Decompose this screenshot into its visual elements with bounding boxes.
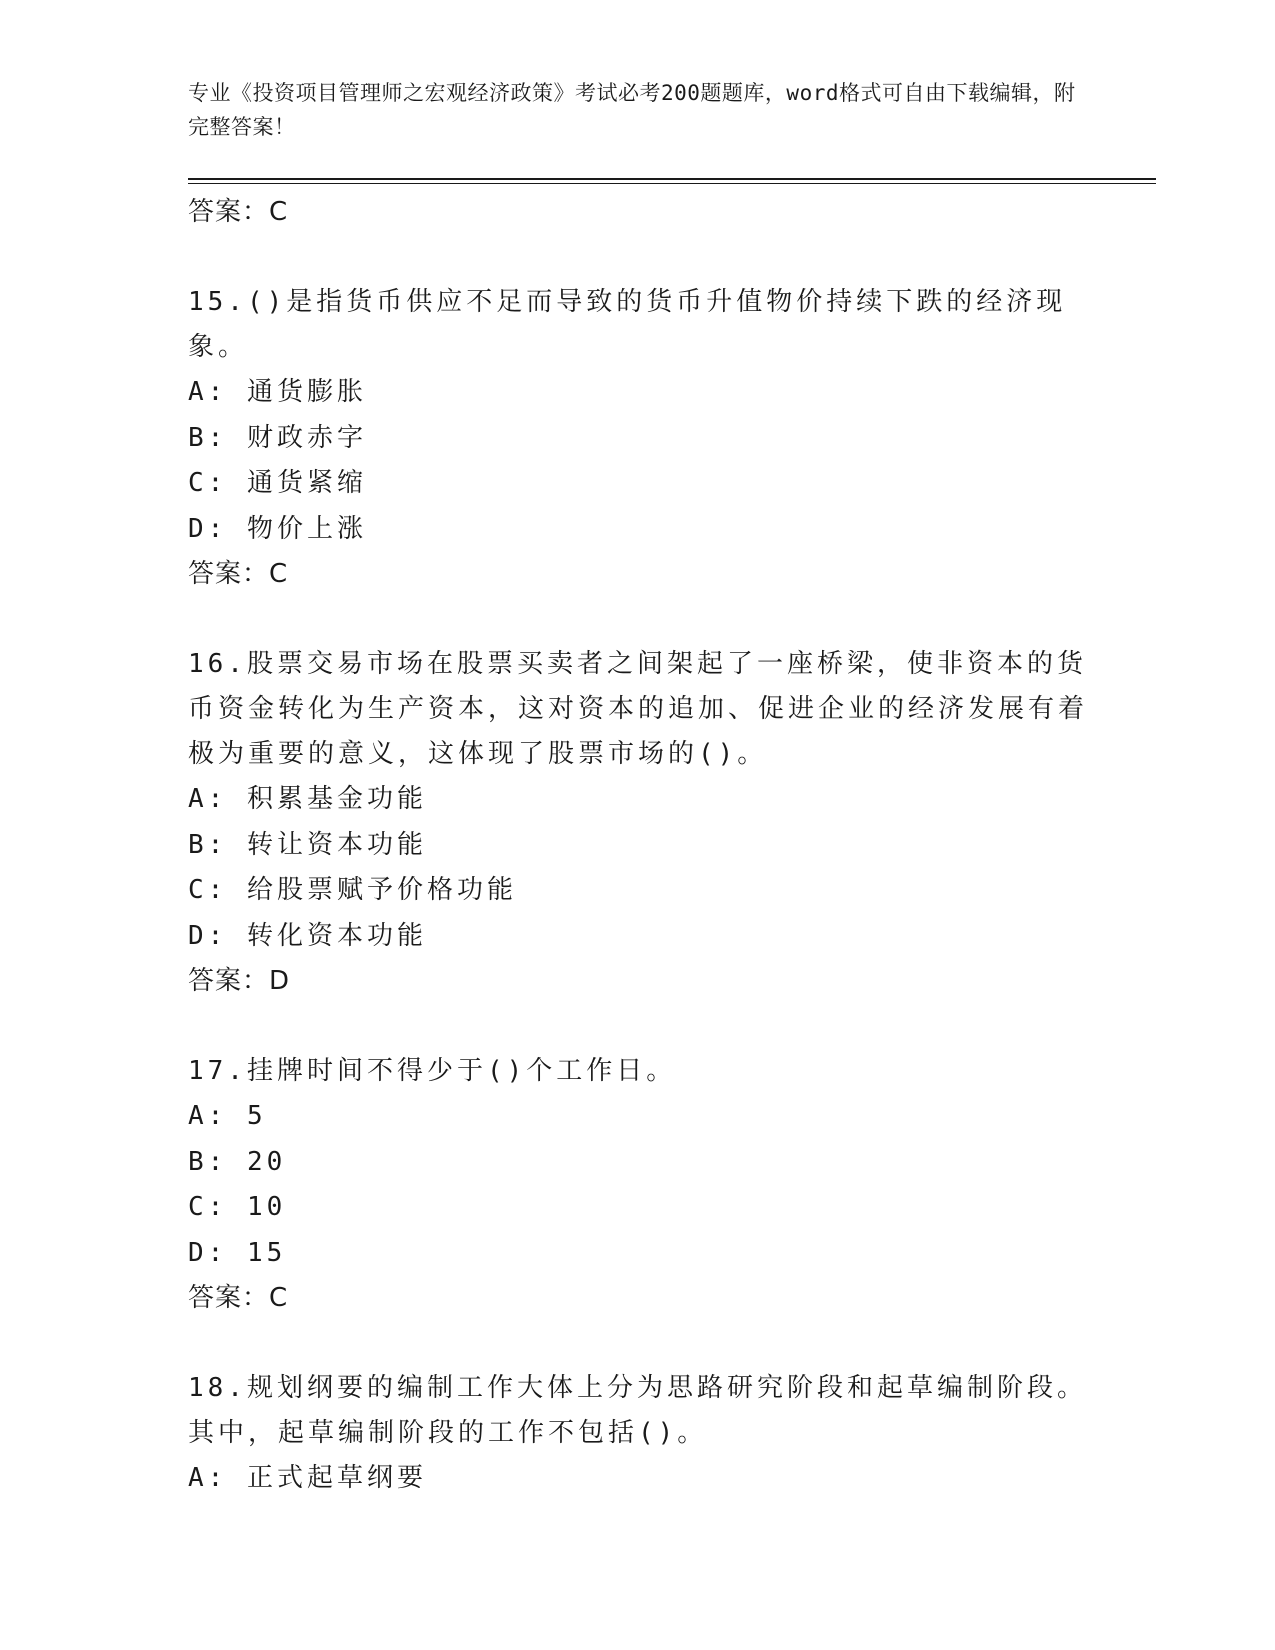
document-header: 专业《投资项目管理师之宏观经济政策》考试必考200题题库，word格式可自由下载编辑，附完整答案！ (188, 81, 1076, 139)
option-a: A: 正式起草纲要 (188, 1463, 427, 1493)
option-c: C: 通货紧缩 (188, 468, 367, 498)
question-list (188, 190, 1088, 1502)
question-text: 18.规划纲要的编制工作大体上分为思路研究阶段和起草编制阶段。其中，起草编制阶段的工作不包括()。 (188, 1373, 1087, 1448)
header-rule-thin (188, 183, 1156, 184)
option-d: D: 转化资本功能 (188, 920, 427, 951)
option-d: D: 物价上涨 (188, 513, 367, 544)
option-a: A: 通货膨胀 (188, 377, 367, 407)
answer-line: 答案：C (188, 1283, 289, 1313)
option-b: B: 转让资本功能 (188, 829, 427, 860)
header-rule (188, 178, 1156, 180)
answer-line: 答案：C (188, 559, 289, 589)
answer-line: 答案：D (188, 966, 291, 996)
option-b: B: 20 (188, 1146, 287, 1177)
question-text: 17.挂牌时间不得少于()个工作日。 (188, 1056, 677, 1086)
question-text: 15.()是指货币供应不足而导致的货币升值物价持续下跌的经济现象。 (188, 287, 1067, 362)
option-c: C: 给股票赋予价格功能 (188, 875, 517, 905)
question-text: 16.股票交易市场在股票买卖者之间架起了一座桥梁，使非资本的货币资金转化为生产资本，这对资本的追加、促进企业的经济发展有着极为重要的意义，这体现了股票市场的()。 (188, 649, 1089, 769)
option-b: B: 财政赤字 (188, 422, 367, 453)
option-a: A: 积累基金功能 (188, 784, 427, 814)
option-a: A: 5 (188, 1101, 267, 1131)
option-d: D: 15 (188, 1237, 287, 1268)
answer-line: 答案：C (188, 197, 289, 227)
option-c: C: 10 (188, 1192, 287, 1222)
